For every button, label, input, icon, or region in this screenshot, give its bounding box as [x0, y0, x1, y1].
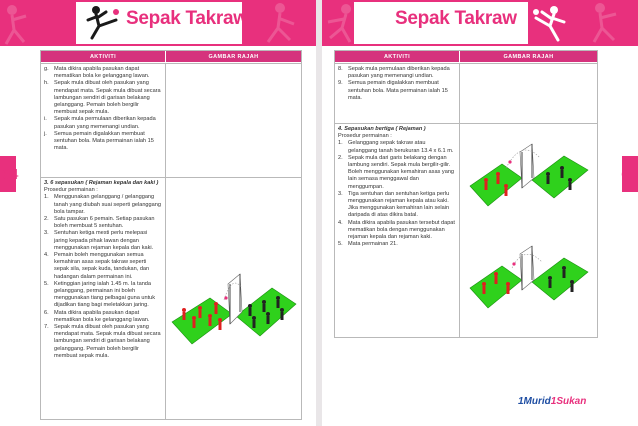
activity-cell [41, 178, 165, 419]
list-marker: 2. [338, 154, 343, 161]
list-text: Mata dikira apabila pasukan tersebut dapat mematikan bola dengan menggunakan rejaman kepala dan rejaman kaki. [348, 219, 455, 241]
table-header [41, 51, 301, 62]
list-text: Ketinggian jaring ialah 1.45 m. Ia tanda gelanggang, permainan ini boleh menggunakan tiang pelbagai guna untuk dijadikan tiang bagi meletakkan jaring. [54, 280, 156, 309]
list-item [44, 66, 162, 80]
list-text: Menggunakan gelanggang / gelanggang tanah yang diubah suai seperti gelanggang bola tampar. [54, 194, 161, 215]
court-diagram-six-a-side [170, 270, 298, 350]
list-marker: g. [44, 66, 49, 72]
list-text: Sentuhan ketiga mesti perlu melepasi jaring kepada pihak lawan dengan menggunakan rejaman kepala dan kaki. [54, 230, 154, 251]
list-marker: h. [44, 80, 49, 87]
ball [224, 296, 227, 299]
list-item [338, 220, 456, 242]
column-header-activity: AKTIVITI [89, 53, 117, 60]
silhouette-decoration-icon [0, 0, 40, 46]
table-row [335, 123, 597, 337]
list-marker: i. [44, 116, 47, 123]
list-text: Sepak mula permulaan diberikan kepada pasukan yang memenangi undian. [54, 116, 156, 130]
right-page [322, 0, 638, 426]
list-text: Mata dikira apabila pasukan dapat mematikan bola ke gelanggang lawan. [54, 309, 150, 323]
brand-logo [518, 396, 586, 407]
diagram-cell [459, 124, 597, 337]
activity-title: 3. 6 sepasukan ( Rejaman kepala dan kaki ) [44, 180, 159, 186]
list-item [338, 191, 456, 220]
list-text: Pemain boleh menggunakan semua kemahiran asas sepak takraw seperti sepak sila, sepak kuda, tandukan, dan hadangan dalam permainan ini. [54, 252, 150, 280]
list-item [44, 252, 162, 281]
list-item [338, 140, 456, 154]
list-item [44, 281, 162, 310]
activity-cell [335, 64, 459, 124]
sepak-takraw-player-icon [532, 4, 568, 44]
court-left-half [172, 298, 232, 344]
brand-logo-part-1: 1Murid [518, 396, 551, 407]
activity-cell [41, 64, 165, 178]
list-text: Gelanggang sepak takraw atau gelanggang tanah berukuran 13.4 x 6.1 m. [348, 140, 454, 154]
header-banner [322, 0, 638, 46]
court-right-half [236, 288, 296, 336]
brand-logo-part-2: 1Sukan [550, 396, 587, 407]
activity-title: 4. Sepasukan bertiga ( Rejaman ) [338, 126, 426, 132]
page-title: Sepak Takraw [395, 8, 517, 29]
list-text: Tiga sentuhan dan sentuhan ketiga perlu menggunakan rejaman kepala atau kaki. Jika menggunakan kemahiran lain selain daripada di atas dikira batal. [348, 190, 450, 219]
activity-cell [335, 124, 459, 337]
list-marker: 4. [44, 252, 49, 259]
list-item [44, 116, 162, 130]
diagram-cell [459, 64, 597, 124]
list-text: Semua pemain digalakkan membuat sentuhan bola. Mata permainan ialah 15 mata. [348, 80, 448, 101]
left-page [0, 0, 316, 426]
list-marker: 6. [44, 309, 49, 316]
court-diagram-three-a-side [466, 240, 592, 318]
list-marker: 1. [338, 140, 343, 147]
list-item [338, 155, 456, 191]
list-marker: 1. [44, 194, 49, 201]
column-header-diagram: GAMBAR RAJAH [165, 51, 301, 62]
list-marker: 3. [338, 190, 343, 197]
list-text: Mata dikira apabila pasukan dapat mematikan bola ke gelanggang lawan. [54, 66, 150, 80]
table-row [41, 177, 301, 419]
list-text: Sepak mula permulaan diberikan kepada pasukan yang memenangi undian. [348, 66, 450, 80]
silhouette-decoration-icon [584, 0, 624, 46]
list-text: Mata permainan 21. [348, 241, 398, 248]
sepak-takraw-player-icon [86, 4, 120, 42]
list-marker: 2. [44, 216, 49, 223]
page-number: 65 [621, 166, 638, 183]
table-row [41, 63, 301, 178]
list-marker: 7. [44, 324, 49, 331]
table-header [335, 51, 597, 62]
list-marker: 3. [44, 230, 49, 237]
list-item [44, 216, 162, 230]
list-marker: 5. [44, 280, 49, 287]
activity-table [40, 50, 302, 420]
table-row [335, 63, 597, 124]
header-banner [0, 0, 316, 46]
list-text: Sepak mula dibuat oleh pasukan yang mendapat mata. Sepak mula dibuat secara lambungan sendiri di garisan belakang gelanggang. Pemain boleh bergilir membuat sepak mula. [54, 324, 161, 359]
activity-table [334, 50, 598, 338]
list-item [44, 80, 162, 116]
procedure-label: Prosedur permainan : [338, 133, 392, 140]
list-marker: 8. [338, 66, 343, 72]
procedure-label: Prosedur permainan : [44, 187, 98, 194]
list-text: Satu pasukan 6 pemain. Setiap pasukan boleh membuat 5 sentuhan. [54, 216, 155, 230]
list-text: Sepak mula dari garis belakang dengan lambung sendiri. Sepak mula bergilir-gilir. Boleh menggunakan kemahiran asas yang lain semasa menggawal dan menggumpan. [348, 154, 455, 190]
list-item [44, 324, 162, 360]
list-item [44, 194, 162, 216]
list-item [44, 310, 162, 324]
list-item [44, 131, 162, 153]
diagram-cell [165, 64, 301, 178]
list-marker: 9. [338, 80, 343, 87]
list-marker: j. [44, 130, 47, 137]
column-header-diagram: GAMBAR RAJAH [459, 51, 597, 62]
list-text: Sepak mula dibuat oleh pasukan yang mendapat mata. Sepak mula dibuat secara lambungan sendiri di garisan belakang gelanggang. Pemain boleh bergilir membuat sepak mula. [54, 80, 161, 116]
diagram-cell [165, 178, 301, 419]
list-marker: 4. [338, 219, 343, 226]
page-number: 64 [2, 166, 19, 183]
list-item [338, 80, 456, 102]
list-item [44, 230, 162, 252]
list-text: Semua pemain digalakkan membuat sentuhan bola. Mata permainan ialah 15 mata. [54, 130, 154, 152]
silhouette-decoration-icon [260, 0, 300, 46]
list-item [338, 66, 456, 80]
list-item [338, 241, 456, 248]
list-marker: 5. [338, 241, 343, 248]
page-title: Sepak Takraw [126, 8, 248, 29]
court-diagram-three-a-side [466, 138, 592, 216]
column-header-activity: AKTIVITI [383, 53, 411, 60]
